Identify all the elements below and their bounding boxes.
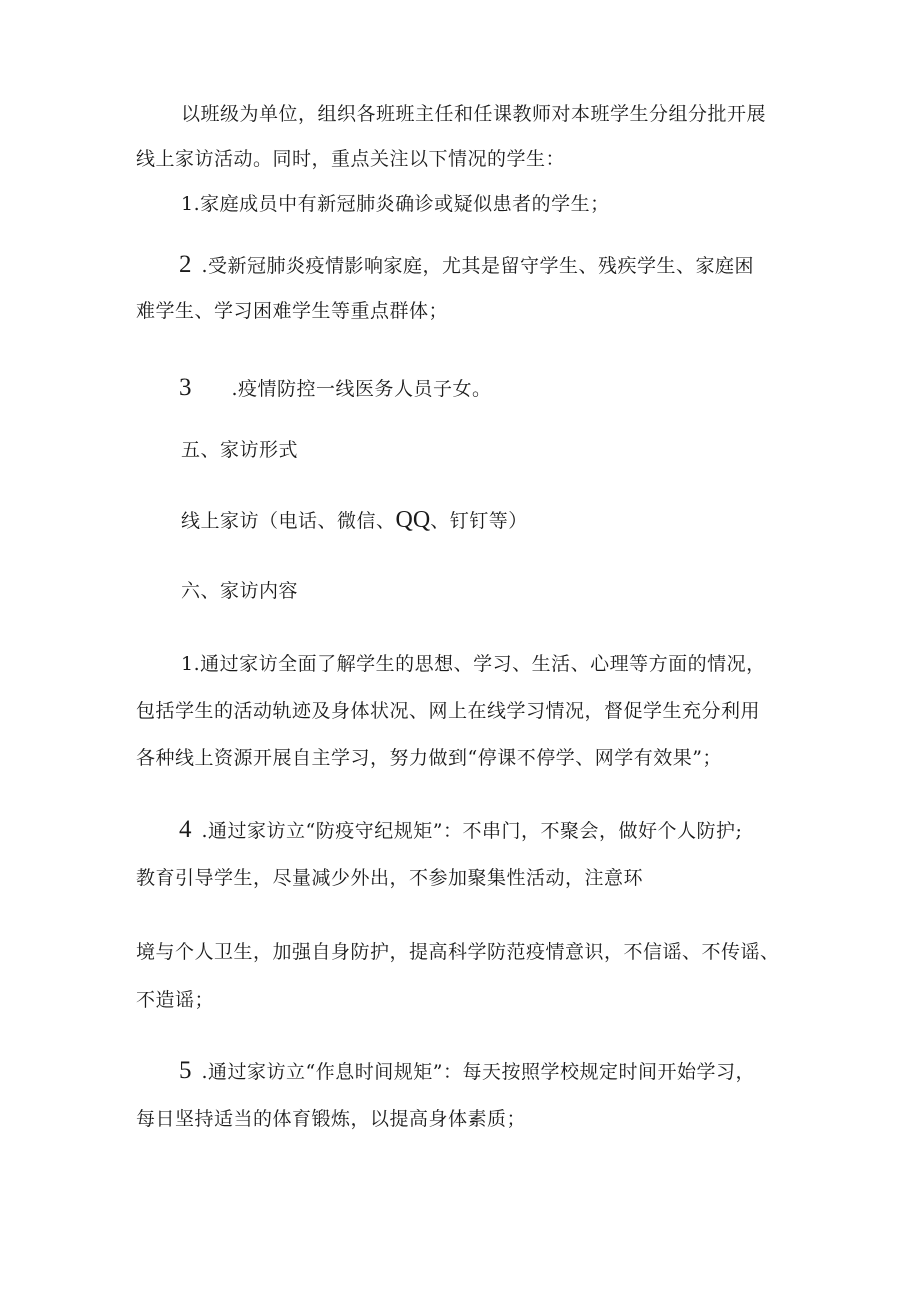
focus-item-3-text: .疫情防控一线医务人员子女。 [231, 378, 492, 400]
focus-item-1 [181, 191, 610, 217]
section-five-qq: QQ [395, 507, 431, 533]
section-five-heading: 五、家访形式 [181, 439, 299, 461]
section-six-item-1-line-2: 包括学生的活动轨迹及身体状况、网上在线学习情况，督促学生充分利用 [136, 700, 761, 722]
intro-line-2: 线上家访活动。同时，重点关注以下情况的学生： [136, 148, 566, 170]
section-six-item-5-text-1: .通过家访立“作息时间规矩”：每天按照学校规定时间开始学习， [201, 1061, 755, 1083]
section-six-item-5-line-1 [179, 1058, 755, 1085]
section-six-item-4-line-4: 不造谣； [136, 989, 215, 1011]
section-six-item-4-number: 4 [179, 816, 192, 843]
section-five-text-after: 、钉钉等） [430, 510, 528, 532]
section-six-item-5-line-2: 每日坚持适当的体育锻炼，以提高身体素质； [136, 1108, 527, 1130]
focus-item-3-number: 3 [179, 374, 192, 401]
section-six-item-1-line-3: 各种线上资源开展自主学习，努力做到“停课不停学、网学有效果”； [136, 747, 722, 769]
focus-item-3 [179, 375, 492, 402]
focus-item-2-number: 2 [179, 251, 192, 278]
section-six-item-5-number: 5 [179, 1057, 192, 1084]
section-six-heading: 六、家访内容 [181, 580, 299, 602]
section-six-item-4-line-3: 境与个人卫生，加强自身防护，提高科学防范疫情意识，不信谣、不传谣、 [136, 941, 780, 963]
section-six-item-4-line-1 [179, 817, 742, 844]
section-six-item-1-line-1: 1.通过家访全面了解学生的思想、学习、生活、心理等方面的情况， [181, 653, 766, 675]
intro-line-1: 以班级为单位，组织各班班主任和任课教师对本班学生分组分批开展 [181, 103, 767, 125]
focus-item-2-line-2: 难学生、学习困难学生等重点群体； [136, 300, 449, 322]
focus-item-2-line-1 [179, 252, 754, 279]
section-five-text [181, 507, 528, 534]
section-six-item-4-text-1: .通过家访立“防疫守纪规矩”：不串门，不聚会，做好个人防护; [201, 820, 743, 842]
focus-item-2-text-1: .受新冠肺炎疫情影响家庭，尤其是留守学生、残疾学生、家庭困 [201, 255, 755, 277]
section-five-text-before: 线上家访（电话、微信、 [181, 510, 396, 532]
focus-item-1-text: 家庭成员中有新冠肺炎确诊或疑似患者的学生； [200, 193, 610, 215]
focus-item-1-number: 1. [181, 193, 201, 215]
section-six-item-4-line-2: 教育引导学生，尽量减少外出，不参加聚集性活动，注意环 [136, 867, 644, 889]
